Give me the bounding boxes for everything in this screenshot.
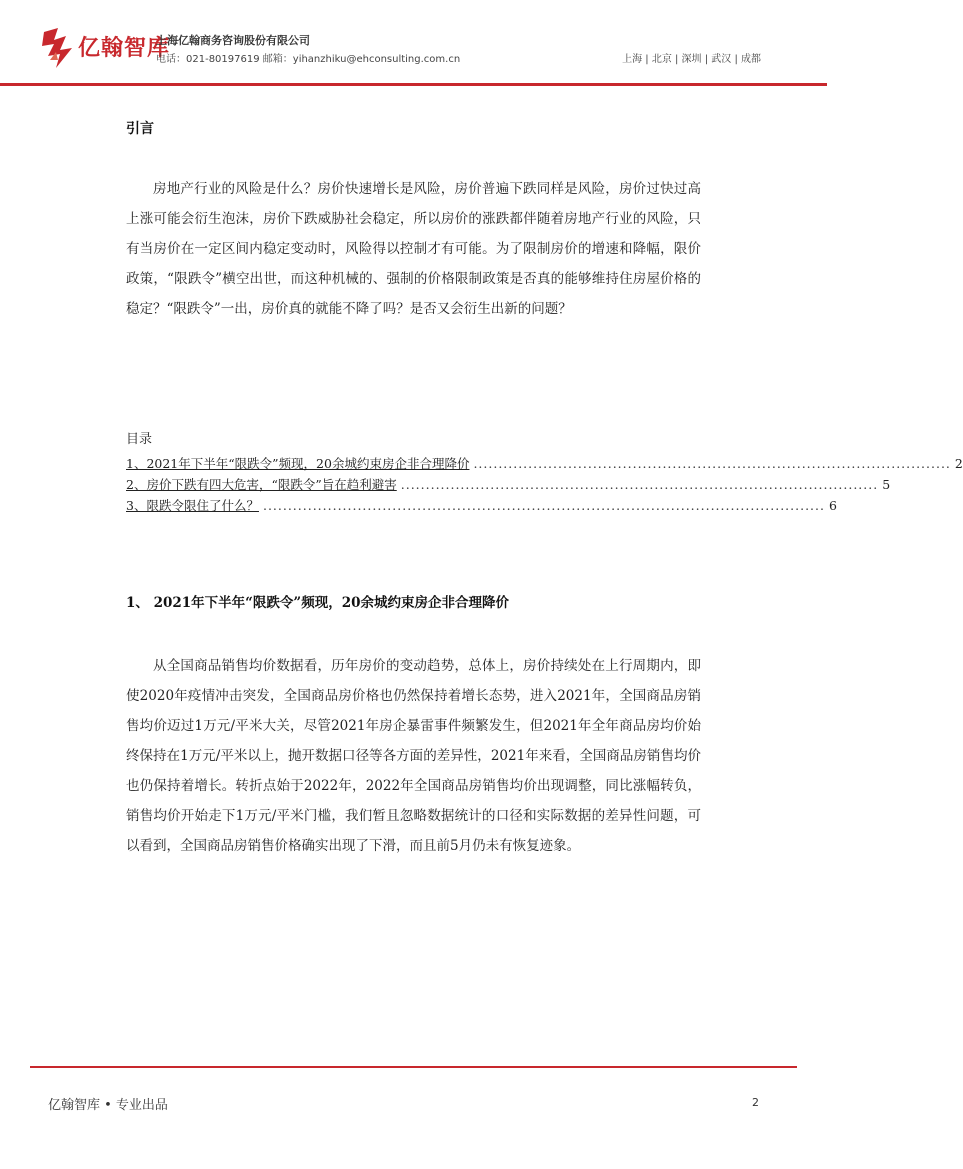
- toc-title: 目录: [126, 432, 153, 447]
- logo-wordmark: 亿翰智库: [78, 35, 171, 61]
- toc-item-2[interactable]: [126, 476, 891, 494]
- toc-item-3[interactable]: [126, 497, 837, 515]
- toc-leader: .................................................................................................................: [262, 498, 825, 513]
- toc-item-label[interactable]: 3、限跌令限住了什么？: [126, 498, 259, 513]
- footer-divider: [30, 1066, 797, 1068]
- office-cities: 上海 | 北京 | 深圳 | 武汉 | 成都: [622, 54, 761, 65]
- toc-leader: ................................................................................................: [473, 456, 951, 471]
- toc-page-number: 6: [828, 498, 837, 513]
- toc-item-1[interactable]: [126, 455, 963, 473]
- section-1-heading: 1、 2021年下半年“限跌令”频现，20余城约束房企非合理降价: [126, 595, 509, 611]
- section-1-paragraph: 从全国商品销售均价数据看，历年房价的变动趋势，总体上，房价持续处在上行周期内，即使2020年疫情冲击突发，全国商品房价格也仍然保持着增长态势，进入2021年，全国商品房销售均价迈过1万元/平米大关，尽管2021年房企暴雷事件频繁发生，但2021年全年商品房均价始终保持在1万元/平米以上，抛开数据口径等各方面的差异性，2021年来看，全国商品房销售均价也仍保持着增长。转折点始于2022年，2022年全国商品房销售均价出现调整，同比涨幅转负，销售均价开始走下1万元/平米门槛，我们暂且忽略数据统计的口径和实际数据的差异性问题，可以看到，全国商品房销售价格确实出现了下滑，而且前5月仍未有恢复迹象。: [126, 658, 701, 854]
- contact-info: 电话：021-80197619 邮箱：yihanzhiku@ehconsulting.com.cn: [156, 54, 461, 65]
- toc-item-label[interactable]: 2、房价下跌有四大危害，“限跌令”旨在趋利避害: [126, 477, 397, 492]
- page-number: 2: [752, 1096, 759, 1109]
- toc-page-number: 2: [954, 456, 963, 471]
- company-name: 上海亿翰商务咨询股份有限公司: [156, 34, 310, 47]
- footer-brand: 亿翰智库 • 专业出品: [48, 1098, 168, 1113]
- toc-item-label[interactable]: 1、2021年下半年“限跌令”频现，20余城约束房企非合理降价: [126, 456, 470, 471]
- intro-paragraph: 房地产行业的风险是什么？房价快速增长是风险，房价普遍下跌同样是风险，房价过快过高上涨可能会衍生泡沫，房价下跌威胁社会稳定，所以房价的涨跌都伴随着房地产行业的风险，只有当房价在一定区间内稳定变动时，风险得以控制才有可能。为了限制房价的增速和降幅，限价政策，“限跌令”横空出世，而这种机械的、强制的价格限制政策是否真的能够维持住房屋价格的稳定？“限跌令”一出，房价真的就能不降了吗？是否又会衍生出新的问题？: [126, 181, 701, 317]
- toc-page-number: 5: [882, 477, 891, 492]
- header-divider: [0, 83, 827, 86]
- toc-leader: ................................................................................................: [400, 477, 879, 492]
- page-header: [0, 0, 827, 90]
- intro-heading: 引言: [126, 121, 154, 137]
- table-of-contents: [126, 428, 963, 528]
- yihan-logo-icon: [38, 26, 76, 70]
